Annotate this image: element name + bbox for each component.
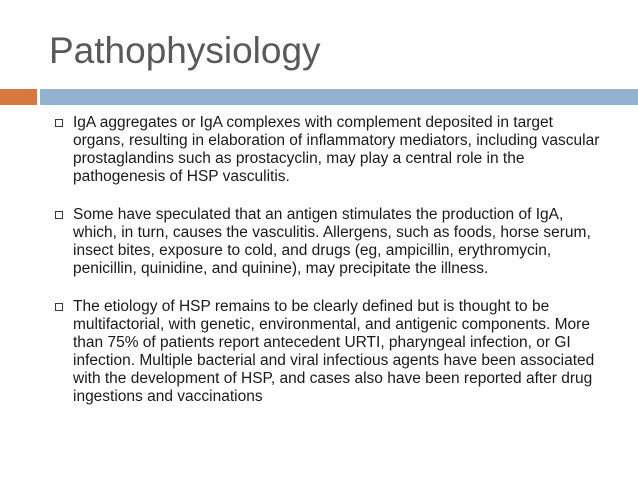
bullet-list xyxy=(55,114,603,426)
hollow-square-bullet-icon xyxy=(55,119,63,127)
bullet-item xyxy=(55,206,603,278)
hollow-square-bullet-icon xyxy=(55,303,63,311)
bullet-text: The etiology of HSP remains to be clearly defined but is thought to be multifactorial, with genetic, environmental, and antigenic components. More than 75% of patients report antecedent URTI, pharyngeal infection, or GI infection. Multiple bacterial and viral infectious agents have been associated with the development of HSP, and cases also have been reported after drug ingestions and vaccinations xyxy=(73,298,595,405)
bullet-item xyxy=(55,298,603,406)
bullet-item xyxy=(55,114,603,186)
accent-bar xyxy=(0,89,37,105)
page-title: Pathophysiology xyxy=(49,30,321,71)
hollow-square-bullet-icon xyxy=(55,211,63,219)
bullet-text: Some have speculated that an antigen stimulates the production of IgA, which, in turn, causes the vasculitis. Allergens, such as foods, horse serum, insect bites, exposure to cold, and drugs (eg, ampicillin, erythromycin, penicillin, quinidine, and quinine), may precipitate the illness. xyxy=(73,206,591,277)
title-rule-bar xyxy=(40,89,638,105)
bullet-text: IgA aggregates or IgA complexes with complement deposited in target organs, resulting in elaboration of inflammatory mediators, including vascular prostaglandins such as prostacyclin, may play a central role in the pathogenesis of HSP vasculitis. xyxy=(73,114,600,185)
